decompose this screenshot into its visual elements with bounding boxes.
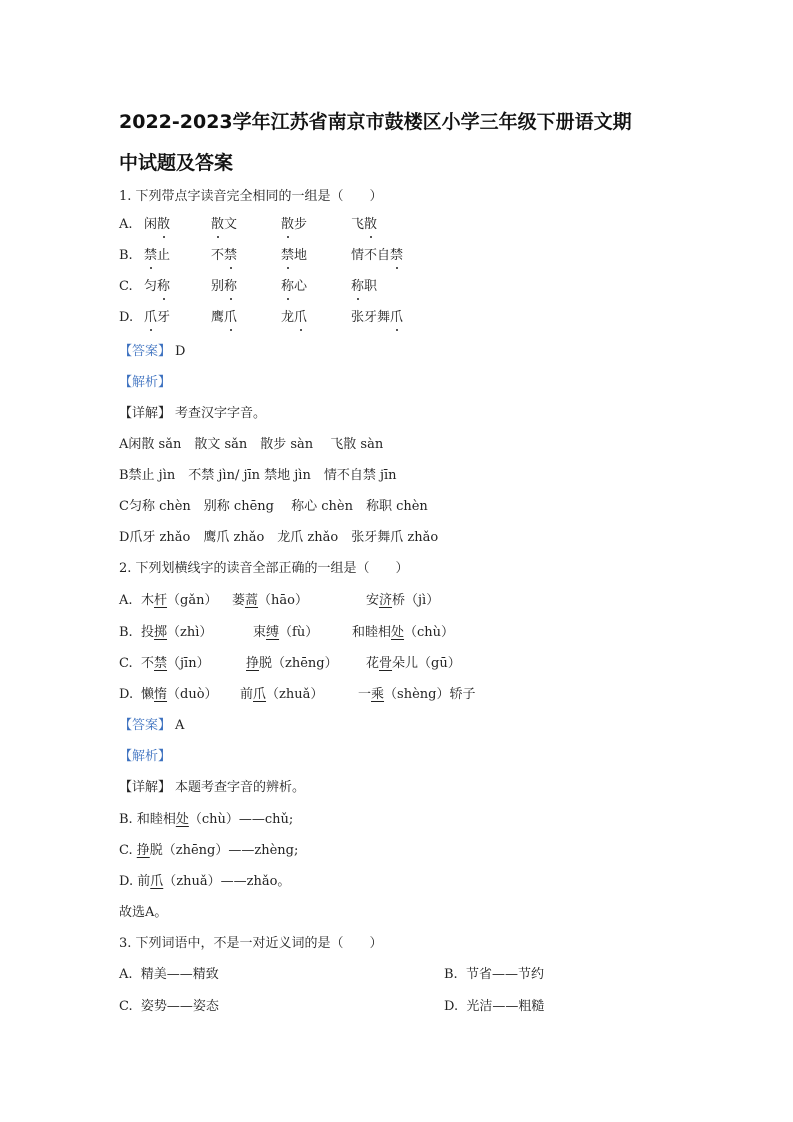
word-text: 桥（jì） xyxy=(392,593,440,608)
underlined-char: 处 xyxy=(391,625,405,640)
document-title-line-1: 2022-2023学年江苏省南京市鼓楼区小学三年级下册语文期 xyxy=(119,111,632,133)
q2-option-label: B. xyxy=(119,625,133,640)
q3-option xyxy=(119,999,219,1015)
underlined-char: 骨 xyxy=(379,656,393,671)
word-text: （zhuǎ） xyxy=(266,687,324,702)
q1-option-word xyxy=(351,279,377,295)
q2-option-word xyxy=(141,593,217,609)
q1-option-word xyxy=(351,217,377,233)
word-text: 情不自 xyxy=(351,248,391,263)
q2-answer: A xyxy=(175,718,185,733)
q1-option-word xyxy=(144,279,170,295)
q1-option-word xyxy=(281,279,307,295)
q2-option-label: D. xyxy=(119,687,134,702)
word-text: 龙 xyxy=(281,310,295,325)
word-text: （zhì） xyxy=(167,625,213,640)
q1-reading-d: D爪牙 zhǎo 鹰爪 zhǎo 龙爪 zhǎo 张牙舞爪 zhǎo xyxy=(119,530,439,545)
word-text: （shèng）轿子 xyxy=(384,687,476,702)
q1-answer: D xyxy=(175,344,186,359)
q2-analysis-tag: 【解析】 xyxy=(119,749,172,764)
word-text: （duò） xyxy=(167,687,218,702)
dotted-char: 称 xyxy=(281,279,295,294)
q2-option-word xyxy=(141,656,210,672)
word-text: 步 xyxy=(294,217,308,232)
q2-option-word xyxy=(246,656,338,672)
q3-option xyxy=(444,967,544,983)
q2-detail: 本题考查字音的辨析。 xyxy=(175,780,306,795)
q1-reading-b: B禁止 jìn 不禁 jìn/ jīn 禁地 jìn 情不自禁 jīn xyxy=(119,468,397,483)
word-text: 前 xyxy=(240,687,254,702)
dotted-char: 禁 xyxy=(390,248,404,263)
word-text: 飞 xyxy=(351,217,365,232)
q3-option-label: B. xyxy=(444,967,458,982)
word-text: 职 xyxy=(364,279,378,294)
q1-option-word xyxy=(281,310,307,326)
underlined-char: 掷 xyxy=(154,625,168,640)
q2-option-word xyxy=(366,593,439,609)
q3-option-text: 精美——精致 xyxy=(132,967,219,982)
q1-option-word xyxy=(211,310,237,326)
q1-option-label: A. xyxy=(119,217,133,232)
q2-answer-tag: 【答案】 xyxy=(119,718,172,733)
underlined-char: 济 xyxy=(379,593,393,608)
word-text: （jīn） xyxy=(167,656,210,671)
underlined-char: 爪 xyxy=(150,874,164,889)
word-text: 懒 xyxy=(141,687,155,702)
dotted-char: 散 xyxy=(364,217,378,232)
q1-option-word xyxy=(281,248,307,264)
underlined-char: 惰 xyxy=(154,687,168,702)
q1-option-word xyxy=(144,217,170,233)
dotted-char: 禁 xyxy=(224,248,238,263)
q2-correction-line xyxy=(119,874,290,890)
q3-option-label: D. xyxy=(444,999,459,1014)
word-text: 朵儿（gū） xyxy=(392,656,461,671)
word-text: 闲 xyxy=(144,217,158,232)
q1-reading-a: A闲散 sǎn 散文 sǎn 散步 sàn 飞散 sàn xyxy=(119,437,384,452)
q2-option-word xyxy=(352,625,454,641)
q1-option-word xyxy=(211,279,237,295)
dotted-char: 散 xyxy=(157,217,171,232)
q2-option-word xyxy=(141,687,218,703)
word-text: 别 xyxy=(211,279,225,294)
word-text: （fù） xyxy=(279,625,319,640)
q2-option-word xyxy=(358,687,475,703)
q3-option-text: 姿势——姿态 xyxy=(132,999,219,1014)
q1-option-word xyxy=(144,248,170,264)
dotted-char: 称 xyxy=(351,279,365,294)
underlined-char: 蒿 xyxy=(245,593,259,608)
q3-option xyxy=(119,967,219,983)
correction-text: （zhuǎ）——zhǎo。 xyxy=(163,874,291,889)
q2-detail-tag: 【详解】 xyxy=(119,780,172,795)
q2-option-label: C. xyxy=(119,656,133,671)
q1-option-word xyxy=(351,310,403,326)
word-text: 束 xyxy=(253,625,267,640)
correction-text: B. 和睦相 xyxy=(119,812,176,827)
word-text: 脱（zhēng） xyxy=(259,656,338,671)
word-text: 鹰 xyxy=(211,310,225,325)
word-text: 牙 xyxy=(157,310,171,325)
word-text: 止 xyxy=(157,248,171,263)
underlined-char: 禁 xyxy=(154,656,168,671)
dotted-char: 称 xyxy=(157,279,171,294)
word-text: 文 xyxy=(224,217,238,232)
q3-option-label: C. xyxy=(119,999,133,1014)
q1-option-word xyxy=(144,310,170,326)
q2-option-word xyxy=(253,625,318,641)
dotted-char: 爪 xyxy=(224,310,238,325)
underlined-char: 缚 xyxy=(266,625,280,640)
word-text: （hāo） xyxy=(258,593,308,608)
correction-text: C. xyxy=(119,843,137,858)
document-title-line-2: 中试题及答案 xyxy=(119,152,234,174)
word-text: 和睦相 xyxy=(352,625,392,640)
q2-option-word xyxy=(232,593,308,609)
dotted-char: 禁 xyxy=(281,248,295,263)
q1-option-label: B. xyxy=(119,248,133,263)
q1-option-word xyxy=(211,217,237,233)
word-text: 地 xyxy=(294,248,308,263)
q1-option-word xyxy=(281,217,307,233)
q1-answer-tag: 【答案】 xyxy=(119,344,172,359)
correction-text: D. 前 xyxy=(119,874,151,889)
q1-analysis-tag: 【解析】 xyxy=(119,375,172,390)
q3-option-text: 光洁——粗糙 xyxy=(458,999,545,1014)
underlined-char: 处 xyxy=(175,812,189,827)
underlined-char: 挣 xyxy=(136,843,150,858)
word-text: 蒌 xyxy=(232,593,246,608)
dotted-char: 散 xyxy=(281,217,295,232)
q3-option xyxy=(444,999,544,1015)
q1-option-label: D. xyxy=(119,310,134,325)
word-text: （gǎn） xyxy=(167,593,218,608)
q2-conclusion: 故选A。 xyxy=(119,905,168,920)
word-text: 心 xyxy=(294,279,308,294)
word-text: 木 xyxy=(141,593,155,608)
q2-option-word xyxy=(141,625,212,641)
q1-option-label: C. xyxy=(119,279,133,294)
word-text: 投 xyxy=(141,625,155,640)
q2-correction-line xyxy=(119,843,298,859)
word-text: 张牙舞 xyxy=(351,310,391,325)
q3-option-text: 节省——节约 xyxy=(457,967,544,982)
underlined-char: 挣 xyxy=(246,656,260,671)
dotted-char: 禁 xyxy=(144,248,158,263)
q1-stem: 1. 下列带点字读音完全相同的一组是（ ） xyxy=(119,189,383,204)
word-text: 一 xyxy=(358,687,372,702)
word-text: （chù） xyxy=(404,625,455,640)
word-text: 安 xyxy=(366,593,380,608)
q1-detail: 考查汉字字音。 xyxy=(175,406,267,421)
dotted-char: 称 xyxy=(224,279,238,294)
q3-option-label: A. xyxy=(119,967,133,982)
dotted-char: 散 xyxy=(211,217,225,232)
q2-option-word xyxy=(366,656,461,672)
word-text: 不 xyxy=(141,656,155,671)
correction-text: 脱（zhēng）——zhèng; xyxy=(149,843,299,858)
q1-reading-c: C匀称 chèn 别称 chēng 称心 chèn 称职 chèn xyxy=(119,499,428,514)
q2-stem: 2. 下列划横线字的读音全部正确的一组是（ ） xyxy=(119,561,409,576)
correction-text: （chù）——chǔ; xyxy=(188,812,294,827)
underlined-char: 乘 xyxy=(371,687,385,702)
q2-correction-line xyxy=(119,812,293,828)
q1-option-word xyxy=(211,248,237,264)
underlined-char: 爪 xyxy=(253,687,267,702)
dotted-char: 爪 xyxy=(390,310,404,325)
q3-stem: 3. 下列词语中，不是一对近义词的是（ ） xyxy=(119,936,383,951)
dotted-char: 爪 xyxy=(144,310,158,325)
q2-option-word xyxy=(240,687,323,703)
dotted-char: 爪 xyxy=(294,310,308,325)
q1-option-word xyxy=(351,248,403,264)
word-text: 花 xyxy=(366,656,380,671)
underlined-char: 杆 xyxy=(154,593,168,608)
word-text: 匀 xyxy=(144,279,158,294)
q2-option-label: A. xyxy=(119,593,133,608)
q1-detail-tag: 【详解】 xyxy=(119,406,172,421)
word-text: 不 xyxy=(211,248,225,263)
